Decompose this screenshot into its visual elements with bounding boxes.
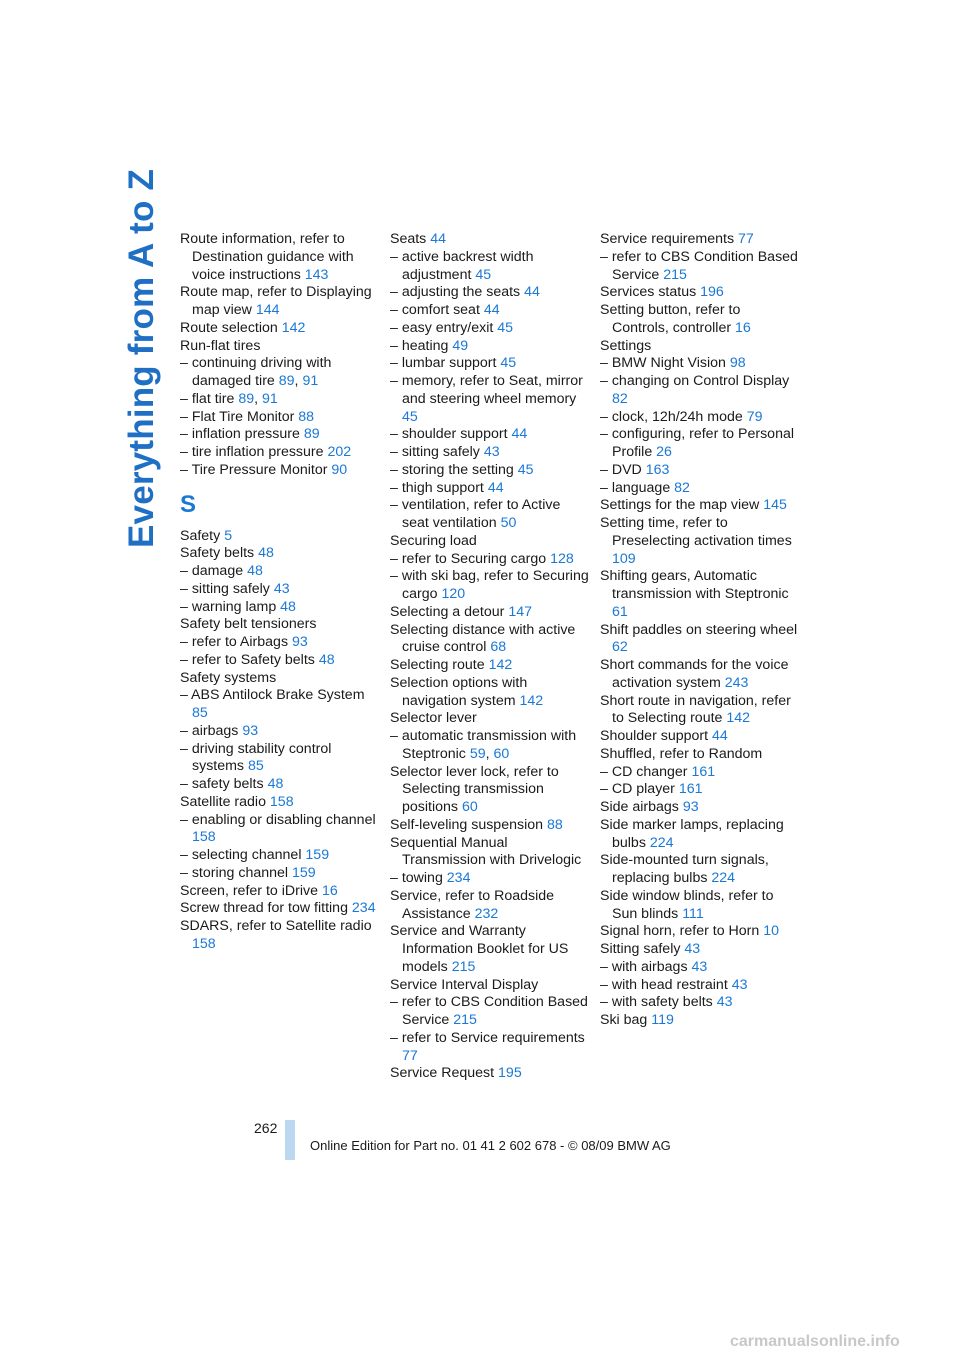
index-entry [600,817,800,853]
page-reference-link[interactable]: 120 [441,586,466,602]
index-entry [600,409,800,427]
index-entry-text: – tire inflation pressure [180,444,324,460]
index-entry [390,462,590,480]
index-entry [600,302,800,338]
index-entry [600,764,800,782]
index-entry-text: – storing the setting [390,461,514,478]
index-entry [600,515,800,568]
index-entry [390,622,590,658]
page-reference-link[interactable]: 79 [746,408,763,425]
index-entry [390,923,590,976]
index-entry [600,497,800,515]
index-entry [180,883,380,901]
index-entry [600,231,800,249]
index-entry-text: Ski bag [600,1012,648,1028]
index-entry-text: – easy entry/exit [390,319,494,336]
index-entry-text: – configuring, refer to Personal Profile [600,426,795,460]
index-entry [600,1012,800,1030]
index-entry-text: Shifting gears, Automatic transmission with Steptronic [600,568,789,602]
index-entry: – automatic transmission with Steptronic 59, 60 [390,728,577,762]
page-reference-link[interactable]: 44 [524,284,540,301]
page-reference-link[interactable]: 61 [612,603,628,620]
page-reference-link[interactable]: 16 [321,882,338,899]
page-reference-link[interactable]: 77 [402,1047,418,1064]
index-entry-text: – with ski bag, refer to Securing cargo [390,568,589,602]
index-entry-text: – active backrest width adjustment [390,248,534,283]
index-entry [180,918,380,954]
index-entry-text: Seats [390,231,427,247]
page-reference-link[interactable]: 90 [331,461,348,478]
index-entry-text: Safety belts [180,545,255,562]
page-reference-link[interactable]: 195 [498,1065,522,1082]
index-entry-text: Run-flat tires [180,337,261,354]
index-entry [600,284,800,302]
index-entry-text: – continuing driving with damaged tire [180,355,332,389]
page-reference-link[interactable]: 142 [726,710,751,727]
index-entry [600,480,800,498]
page-reference-link[interactable]: 161 [691,763,716,780]
index-entry [390,994,590,1030]
index-entry-text: Setting button, refer to Controls, controller [600,302,741,336]
page-reference-link[interactable]: 93 [682,799,699,815]
index-entry-text: Safety belt tensioners [180,616,317,633]
index-entry [600,657,800,693]
footer-accent-bar [285,1120,295,1160]
index-entry [390,675,590,711]
index-entry-text: Selection options with navigation system [390,674,528,709]
index-entry [180,338,380,356]
index-entry-text: – refer to Airbags [180,634,289,650]
page-reference-link[interactable]: 98 [729,355,746,372]
index-entry [180,231,380,284]
index-entry-text: Sitting safely [600,941,681,957]
index-entry [600,923,800,941]
index-entry [180,652,380,670]
index-entry-text: Satellite radio [180,793,266,810]
index-entry-text: – with head restraint [600,976,728,993]
index-entry [600,994,800,1012]
index-entry-text: – driving stability control systems [180,740,332,775]
index-entry-text: – adjusting the seats [390,284,521,301]
index-entry [180,687,380,723]
page-reference-link[interactable]: 224 [649,834,674,851]
index-entry [180,284,380,320]
page-reference-link[interactable]: 85 [192,705,208,721]
index-entry-text: Service, refer to Roadside Assistance [390,887,555,922]
index-entry-text: Service and Warranty Information Booklet for US models [390,923,569,975]
index-entry [390,320,590,338]
page-reference-link[interactable]: 91 [302,373,319,389]
page-reference-link[interactable]: 48 [267,776,284,792]
page-reference-link[interactable]: 143 [304,266,329,283]
index-entry-text: Service requirements [600,231,735,247]
page-reference-link[interactable]: 10 [763,923,780,940]
index-entry-text: Selector lever [390,710,477,727]
index-entry [180,634,380,652]
page-reference-link[interactable]: 163 [645,461,670,478]
index-entry [390,1065,590,1083]
index-entry-text: – with airbags [600,958,688,975]
index-entry-text: – selecting channel [180,847,302,863]
index-entry [180,528,380,546]
index-entry [600,746,800,764]
page-reference-link[interactable]: 215 [663,266,687,283]
index-entry-text: – refer to CBS Condition Based Service [600,248,798,283]
index-entry-text: Selecting distance with active cruise control [390,621,576,656]
index-entry-text: Screw thread for tow fitting [180,900,348,917]
page-reference-link[interactable]: 234 [351,900,376,917]
index-entry [600,338,800,356]
index-entry-text: – storing channel [180,864,289,881]
index-entry-text: Side marker lamps, replacing bulbs [600,816,784,851]
index-entry-text: SDARS, refer to Satellite radio [180,918,372,934]
page-reference-link[interactable]: 89 [238,390,255,407]
index-entry-text: Settings [600,337,652,354]
index-entry [180,599,380,617]
index-entry [390,355,590,373]
index-entry-text: Short route in navigation, refer to Selecting route [600,692,791,727]
index-entry [600,355,800,373]
index-entry [600,888,800,924]
index-entry [390,302,590,320]
index-entry [180,794,380,812]
index-entry [390,710,590,728]
page-reference-link[interactable]: 48 [280,598,296,615]
page-reference-link[interactable]: 26 [656,444,672,460]
index-entry [180,776,380,794]
index-entry [390,249,590,285]
index-entry [390,373,590,426]
page-reference-link[interactable]: 232 [474,905,499,922]
footer-text: Online Edition for Part no. 01 41 2 602 678 - © 08/09 BMW AG [310,1138,671,1153]
page-reference-link[interactable]: 60 [461,799,478,815]
index-entry-text: – refer to Safety belts [180,651,315,668]
index-entry [180,741,380,777]
index-entry-text: – enabling or disabling channel [180,811,376,828]
index-entry-text: – lumbar support [390,355,497,372]
page-reference-link[interactable]: 43 [483,444,500,460]
index-entry-text: – sitting safely [180,580,270,597]
page-reference-link[interactable]: 43 [684,941,701,957]
index-entry-text: Screen, refer to iDrive [180,882,318,899]
index-entry-text: Shuffled, refer to Random [600,745,763,762]
section-letter-heading: S [180,490,197,518]
page-reference-link[interactable]: 88 [546,816,563,833]
index-entry-text: Side-mounted turn signals, replacing bulbs [600,852,769,886]
index-entry-text: Selecting route [390,657,485,673]
index-entry [180,900,380,918]
index-entry [180,320,380,338]
index-entry [600,728,800,746]
page-reference-link[interactable]: 85 [247,758,264,775]
page-reference-link[interactable]: 89 [278,373,295,389]
index-entry: – continuing driving with damaged tire 89, 91 [180,355,332,389]
index-entry-text: Selector lever lock, refer to Selecting transmission positions [390,763,559,815]
page-reference-link[interactable]: 77 [738,231,754,247]
index-entry [390,480,590,498]
index-entry-text: Sequential Manual Transmission with Drivelogic [390,834,582,869]
page-reference-link[interactable]: 111 [682,905,704,922]
index-entry-text: – language [600,479,671,496]
page-reference-link[interactable]: 44 [511,426,528,443]
index-entry [390,551,590,569]
index-entry: – flat tire 89, 91 [180,390,278,407]
index-entry [390,1030,590,1066]
index-entry-text: – sitting safely [390,444,480,460]
index-entry [600,941,800,959]
page-reference-link[interactable]: 91 [262,390,278,407]
index-column-2 [390,231,590,1083]
index-entry [180,723,380,741]
index-entry [180,444,380,462]
index-entry [600,622,800,658]
index-entry [600,781,800,799]
page-reference-link[interactable]: 161 [678,781,703,798]
index-entry-text: – safety belts [180,776,264,792]
index-entry-text: – flat tire [180,390,235,407]
index-entry [600,373,800,409]
page-reference-link[interactable]: 43 [273,580,290,597]
index-entry [180,812,380,848]
page-reference-link[interactable]: 128 [550,550,574,567]
index-entry [180,847,380,865]
index-entry-text: Route information, refer to Destination guidance with voice instructions [180,231,354,283]
page-number: 262 [254,1120,278,1136]
index-entry [600,462,800,480]
page-reference-link[interactable]: 144 [255,302,280,318]
page-reference-link[interactable]: 196 [700,284,724,301]
index-entry [390,604,590,622]
page-reference-link[interactable]: 109 [612,550,636,567]
index-entry-text: – CD changer [600,763,688,780]
index-entry-text: – automatic transmission with Steptronic [390,728,577,762]
index-entry [180,581,380,599]
index-entry-text: – clock, 12h/24h mode [600,408,743,425]
index-entry [180,865,380,883]
index-entry [180,462,380,480]
index-entry-text: Side window blinds, refer to Sun blinds [600,887,774,922]
index-entry [390,231,590,249]
index-entry-text: Safety [180,527,221,544]
index-entry [600,852,800,888]
index-entry [390,444,590,462]
page-reference-link[interactable]: 142 [488,657,513,673]
index-entry-text: Route selection [180,319,278,336]
index-entry-text: Route map, refer to Displaying map view [180,284,372,318]
page-reference-link[interactable]: 159 [292,864,316,881]
page-reference-link[interactable]: 215 [453,1012,477,1028]
index-entry-text: – comfort seat [390,302,480,318]
index-entry-text: Service Interval Display [390,976,539,993]
index-entry [390,568,590,604]
index-column-1 [180,231,380,954]
page-reference-link[interactable]: 142 [519,692,544,709]
index-entry [600,568,800,621]
index-entry-text: – thigh support [390,479,484,496]
page-reference-link[interactable]: 44 [712,728,728,744]
index-entry-text: – ventilation, refer to Active seat ventilation [390,497,561,531]
index-entry [600,799,800,817]
index-entry [180,409,380,427]
index-entry-text: – inflation pressure [180,426,300,443]
page-reference-link[interactable]: 89 [303,426,320,443]
index-entry [390,888,590,924]
index-entry-text: Shoulder support [600,728,709,744]
page-reference-link[interactable]: 44 [487,479,504,496]
page-reference-link[interactable]: 82 [612,390,628,407]
index-entry-text: – damage [180,563,244,579]
page-reference-link[interactable]: 159 [305,847,330,863]
index-entry-text: – changing on Control Display [600,373,790,389]
index-entry-text: – towing [390,870,443,886]
page-reference-link[interactable]: 88 [298,408,315,425]
page-reference-link[interactable]: 43 [731,976,748,993]
page-reference-link[interactable]: 158 [192,829,216,846]
page-reference-link[interactable]: 48 [247,563,263,579]
page-reference-link[interactable]: 60 [493,745,510,762]
page-reference-link[interactable]: 234 [446,870,471,886]
index-entry [180,670,380,688]
index-entry-text: – CD player [600,781,675,798]
index-entry-text: Signal horn, refer to Horn [600,923,760,940]
index-entry [390,977,590,995]
index-entry [180,616,380,634]
index-entry [390,338,590,356]
index-entry-text: Short commands for the voice activation system [600,657,789,691]
index-entry [600,426,800,462]
watermark: carmanualsonline.info [730,1333,900,1350]
page-reference-link[interactable]: 202 [327,444,352,460]
index-entry-text: – DVD [600,461,642,478]
index-entry-text: Side airbags [600,799,679,815]
page-reference-link[interactable]: 43 [716,994,733,1011]
page-reference-link[interactable]: 48 [258,545,274,562]
page-reference-link[interactable]: 45 [402,408,418,425]
page-reference-link[interactable]: 119 [651,1012,674,1028]
page-reference-link[interactable]: 5 [224,527,233,544]
index-entry [390,817,590,835]
index-entry-text: Securing load [390,532,477,549]
index-entry-text: – BMW Night Vision [600,355,726,372]
page-reference-link[interactable]: 142 [281,319,306,336]
index-entry-text: – heating [390,337,449,354]
index-entry [180,426,380,444]
index-entry [180,563,380,581]
index-entry-text: Self-leveling suspension [390,816,544,833]
page-reference-link[interactable]: 45 [497,319,514,336]
index-entry-text: – refer to Securing cargo [390,550,547,567]
index-entry-text: Services status [600,284,697,301]
index-entry-text: Selecting a detour [390,603,505,620]
index-entry-text: – refer to Service requirements [390,1029,585,1046]
index-entry [390,426,590,444]
page-reference-link[interactable]: 215 [451,958,476,975]
index-entry [390,497,590,533]
index-entry-text: Settings for the map view [600,497,760,514]
index-entry [390,764,590,817]
index-entry-text: Safety systems [180,669,277,686]
page-reference-link[interactable]: 16 [735,319,751,336]
page-reference-link[interactable]: 158 [269,793,294,810]
page-reference-link[interactable]: 93 [242,722,259,739]
page-reference-link[interactable]: 44 [483,302,500,318]
index-entry-text: Setting time, refer to Preselecting activation times [600,515,792,549]
index-entry [600,693,800,729]
page-reference-link[interactable]: 48 [318,651,335,668]
page-reference-link[interactable]: 49 [452,337,469,354]
page-reference-link[interactable]: 59 [469,745,486,762]
index-column-3 [600,231,800,1030]
index-entry [390,657,590,675]
page-reference-link[interactable]: 43 [691,958,708,975]
index-entry-text: – refer to CBS Condition Based Service [390,994,588,1028]
index-entry-text: Shift paddles on steering wheel [600,621,798,638]
index-entry-text: – ABS Antilock Brake System [180,687,365,704]
index-entry [600,977,800,995]
page-reference-link[interactable]: 44 [430,231,447,247]
page-reference-link[interactable]: 93 [292,634,308,650]
index-entry-text: – with safety belts [600,994,713,1011]
index-entry-text: – Tire Pressure Monitor [180,461,328,478]
page-reference-link[interactable]: 68 [490,639,507,656]
page-reference-link[interactable]: 147 [508,603,532,620]
index-entry-text: – Flat Tire Monitor [180,408,295,425]
index-entry [390,835,590,871]
index-entry [600,249,800,285]
index-entry [390,284,590,302]
page-reference-link[interactable]: 224 [711,870,736,886]
side-title: Everything from A to Z [122,168,161,548]
page-reference-link[interactable]: 243 [724,674,749,691]
index-entry-text: – shoulder support [390,426,508,443]
index-entry [180,545,380,563]
page-reference-link[interactable]: 62 [612,639,628,656]
page-reference-link[interactable]: 45 [475,266,492,283]
page-reference-link[interactable]: 45 [500,355,517,372]
index-entry-text: Service Request [390,1065,495,1082]
page-reference-link[interactable]: 45 [517,461,534,478]
index-entry-text: – airbags [180,722,239,739]
index-entry [390,533,590,551]
index-entry [390,870,590,888]
index-entry-text: – warning lamp [180,598,277,615]
index-entry [600,959,800,977]
page-reference-link[interactable]: 82 [674,479,690,496]
page-reference-link[interactable]: 158 [192,935,216,952]
index-entry-text: – memory, refer to Seat, mirror and steering wheel memory [390,373,583,407]
page-reference-link[interactable]: 50 [500,515,517,531]
page-reference-link[interactable]: 145 [763,497,787,514]
